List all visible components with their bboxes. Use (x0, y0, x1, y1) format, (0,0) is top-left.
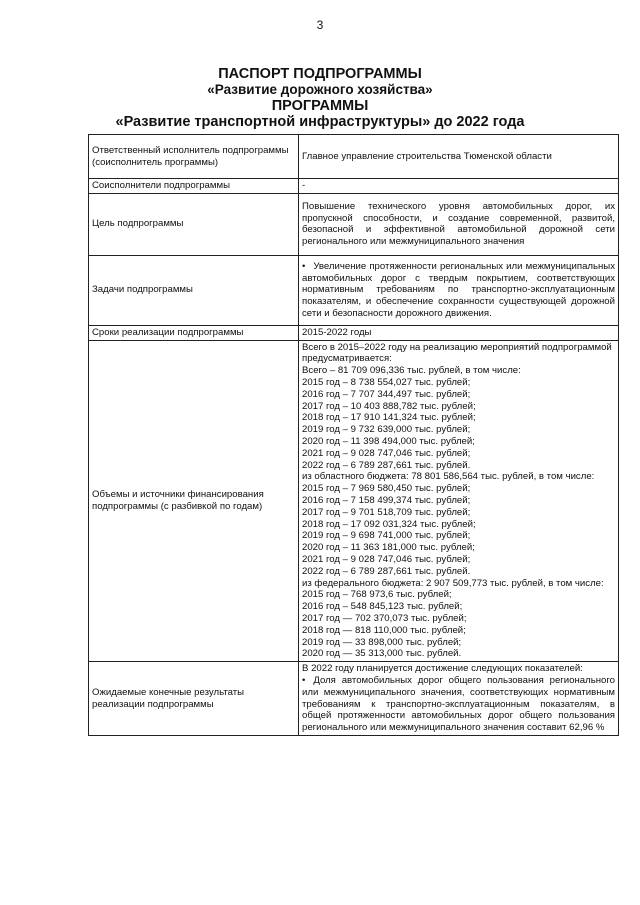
row-executor (89, 135, 619, 179)
funding-intro: Всего в 2015–2022 году на реализацию мероприятий подпрограммой предусматривается: (302, 341, 612, 365)
heading-line-1: ПАСПОРТ ПОДПРОГРАММЫ (218, 66, 422, 82)
funding-regional-year: 2017 год – 9 701 518,709 тыс. рублей; (302, 506, 471, 518)
results-label: Ожидаемые конечные результаты реализации подпрограммы (89, 662, 299, 736)
funding-regional-year: 2015 год – 7 969 580,450 тыс. рублей; (302, 483, 471, 495)
funding-cell (299, 340, 619, 662)
funding-regional-year: 2022 год – 6 789 287,661 тыс. рублей. (302, 565, 471, 577)
funding-federal-year: 2015 год – 768 973,6 тыс. рублей; (302, 589, 452, 601)
funding-regional-year: 2018 год – 17 092 031,324 тыс. рублей; (302, 518, 476, 530)
results-bullet: • (302, 674, 306, 686)
funding-federal-year: 2020 год — 35 313,000 тыс. рублей. (302, 648, 462, 660)
row-results (89, 662, 619, 736)
results-value: Доля автомобильных дорог общего пользования регионального или межмуниципального значения, соответствующих нормативным требованиям к транспортно-эксплуатационным показателям, в общей протяженности автомобильных дорог общего пользования регионального или межмуниципального значения составит 62,96 % (302, 674, 615, 734)
executor-label: Ответственный исполнитель подпрограммы (соисполнитель программы) (89, 135, 299, 179)
executor-value: Главное управление строительства Тюменской области (299, 135, 619, 179)
funding-regional-year: 2020 год – 11 363 181,000 тыс. рублей; (302, 542, 475, 554)
tasks-cell (299, 255, 619, 325)
row-coexecutors (89, 179, 619, 194)
row-goal (89, 193, 619, 255)
funding-total-year: 2021 год – 9 028 747,046 тыс. рублей; (302, 447, 471, 459)
tasks-value: Увеличение протяженности региональных или межмуниципальных автомобильных дорог с твердым покрытием, соответствующих нормативным требованиям по транспортно-эксплуатационным показателям, и обеспечение сохранности существующей дорожной сети и безопасности дорожного движения. (302, 260, 615, 319)
coexecutors-label: Соисполнители подпрограммы (89, 179, 299, 194)
goal-value: Повышение технического уровня автомобильных дорог, их пропускной способности, и создание современной, развитой, безопасной и эффективной автомобильной дорожной сети регионального или межмуниципального значения (299, 193, 619, 255)
terms-value: 2015-2022 годы (299, 325, 619, 340)
funding-regional-year: 2016 год – 7 158 499,374 тыс. рублей; (302, 494, 471, 506)
funding-total-year: 2015 год – 8 738 554,027 тыс. рублей; (302, 376, 471, 388)
funding-total-year: 2018 год – 17 910 141,324 тыс. рублей; (302, 412, 476, 424)
passport-table (88, 134, 619, 736)
funding-federal: из федерального бюджета: 2 907 509,773 тыс. рублей, в том числе: (302, 577, 604, 589)
results-cell (299, 662, 619, 736)
terms-label: Сроки реализации подпрограммы (89, 325, 299, 340)
heading-line-3: ПРОГРАММЫ (271, 98, 369, 114)
heading-line-4: «Развитие транспортной инфраструктуры» до 2022 года (115, 114, 525, 130)
funding-regional-year: 2021 год – 9 028 747,046 тыс. рублей; (302, 553, 471, 565)
funding-label: Объемы и источники финансирования подпрограммы (с разбивкой по годам) (89, 340, 299, 662)
funding-total-year: 2019 год – 9 732 639,000 тыс. рублей; (302, 424, 471, 436)
coexecutors-value: - (299, 179, 619, 194)
funding-total-year: 2022 год – 6 789 287,661 тыс. рублей. (302, 459, 471, 471)
funding-total-year: 2016 год – 7 707 344,497 тыс. рублей; (302, 388, 471, 400)
row-terms (89, 325, 619, 340)
funding-total-year: 2020 год – 11 398 494,000 тыс. рублей; (302, 435, 475, 447)
heading-line-2: «Развитие дорожного хозяйства» (207, 82, 433, 97)
funding-federal-year: 2016 год – 548 845,123 тыс. рублей; (302, 601, 463, 613)
tasks-label: Задачи подпрограммы (89, 255, 299, 325)
row-tasks (89, 255, 619, 325)
funding-regional: из областного бюджета: 78 801 586,564 тыс. рублей, в том числе: (302, 471, 595, 483)
funding-regional-year: 2019 год – 9 698 741,000 тыс. рублей; (302, 530, 471, 542)
results-intro: В 2022 году планируется достижение следующих показателей: (302, 663, 583, 675)
funding-total: Всего – 81 709 096,336 тыс. рублей, в том числе: (302, 365, 521, 377)
page-number: 3 (316, 18, 324, 32)
goal-label: Цель подпрограммы (89, 193, 299, 255)
tasks-bullet: • (302, 260, 306, 272)
document-heading (90, 66, 550, 130)
funding-federal-year: 2018 год — 818 110,000 тыс. рублей; (302, 624, 466, 636)
row-funding (89, 340, 619, 662)
funding-federal-year: 2017 год — 702 370,073 тыс. рублей; (302, 612, 467, 624)
funding-total-year: 2017 год – 10 403 888,782 тыс. рублей; (302, 400, 476, 412)
funding-federal-year: 2019 год — 33 898,000 тыс. рублей; (302, 636, 462, 648)
